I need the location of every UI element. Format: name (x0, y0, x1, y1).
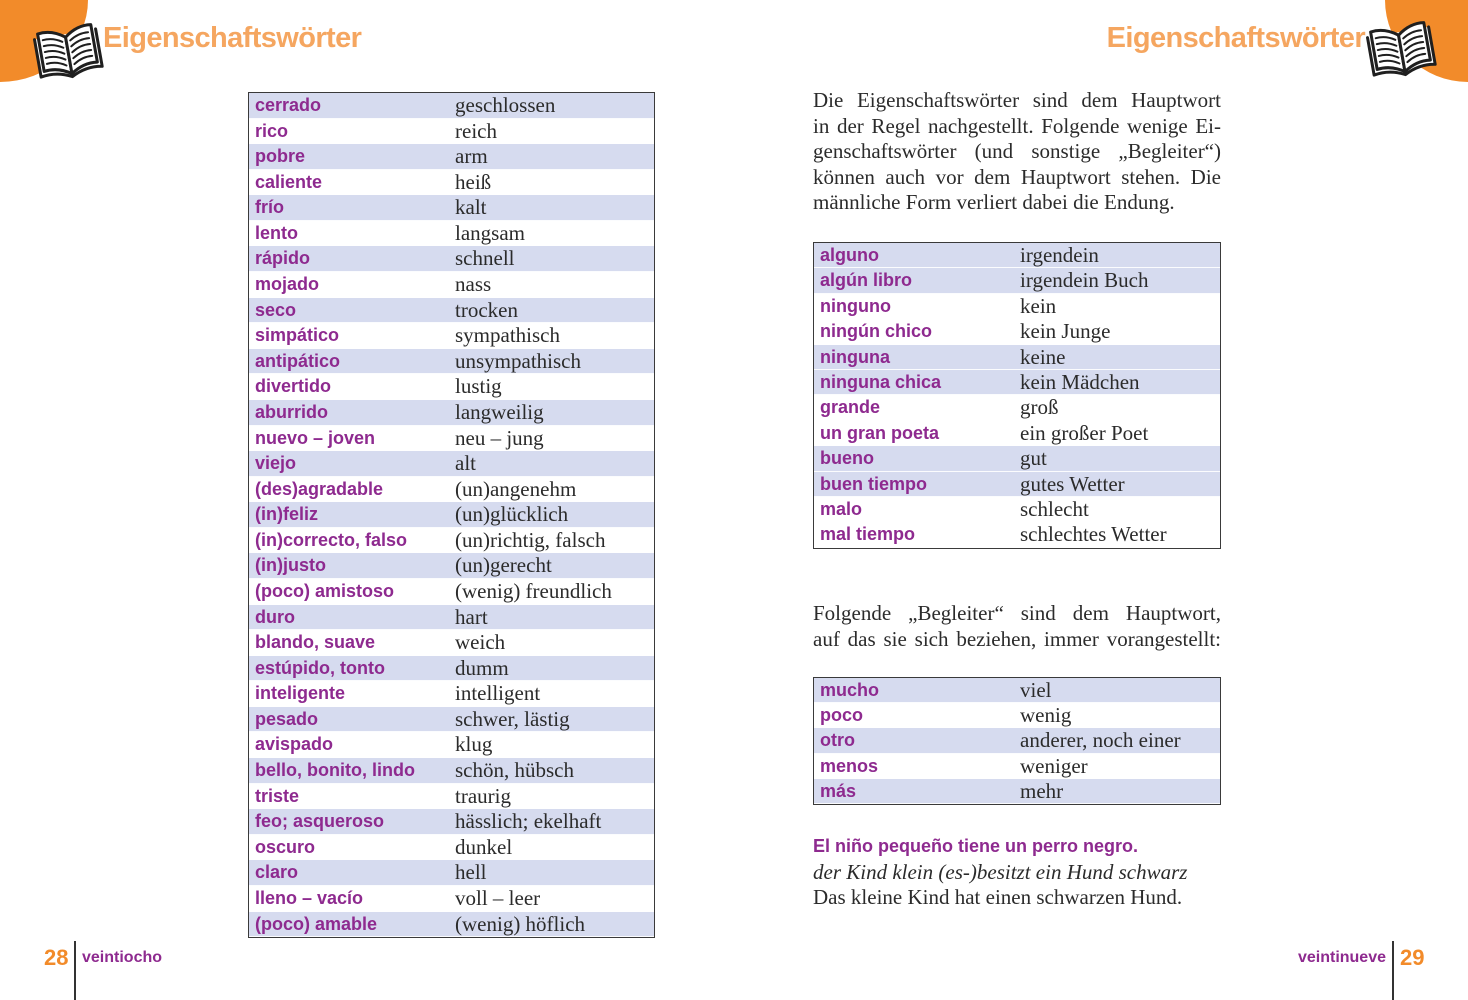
spanish-term: ningún chico (820, 321, 932, 342)
spanish-term: poco (820, 705, 863, 726)
spanish-term: avispado (255, 734, 334, 755)
spanish-term: nuevo – joven (255, 427, 376, 448)
table-row (249, 426, 654, 452)
german-translation: weich (455, 630, 506, 655)
table-row (249, 221, 654, 247)
page-number: 28 (44, 945, 69, 970)
spanish-term: (in)feliz (255, 504, 318, 525)
companions-table (813, 677, 1221, 805)
table-row (814, 779, 1220, 804)
spanish-term: bueno (820, 448, 874, 469)
table-row (249, 681, 654, 707)
german-translation: weniger (1020, 753, 1088, 778)
table-row (814, 345, 1220, 370)
spanish-term: triste (255, 785, 300, 806)
german-translation: kein (1020, 293, 1057, 318)
spanish-term: simpático (255, 325, 340, 346)
example-literal-translation: der Kind klein (es-)besitzt ein Hund schwarz (813, 859, 1188, 884)
companions-paragraph (813, 601, 1221, 652)
table-row (814, 678, 1220, 703)
table-row (249, 912, 654, 938)
spanish-term: un gran poeta (820, 422, 940, 443)
spanish-term: (in)justo (255, 555, 326, 576)
table-row (814, 243, 1220, 268)
german-translation: langweilig (455, 399, 544, 424)
german-translation: nass (455, 272, 492, 297)
table-row (249, 732, 654, 758)
german-translation: arm (455, 144, 488, 169)
table-row (249, 784, 654, 810)
spanish-term: (des)agradable (255, 478, 384, 499)
spanish-term: seco (255, 299, 297, 320)
spanish-term: inteligente (255, 683, 346, 704)
german-translation: hart (455, 604, 488, 629)
spanish-term: aburrido (255, 401, 329, 422)
table-row (249, 349, 654, 375)
spanish-term: malo (820, 499, 863, 520)
table-row (249, 886, 654, 912)
spanish-term: bello, bonito, lindo (255, 760, 415, 781)
spanish-term: más (820, 780, 857, 801)
table-row (249, 119, 654, 145)
spanish-term: menos (820, 755, 879, 776)
table-row (249, 323, 654, 349)
table-row (814, 522, 1220, 547)
spanish-term: duro (255, 606, 295, 627)
table-row (249, 144, 654, 170)
table-row (814, 319, 1220, 344)
german-translation: heiß (455, 169, 492, 194)
german-translation: trocken (455, 297, 518, 322)
table-row (249, 374, 654, 400)
german-translation: ein großer Poet (1020, 420, 1149, 445)
paragraph-line: genschaftswörter (und sonstige „Begleiter“) (813, 139, 1221, 164)
spanish-term: cerrado (255, 95, 322, 115)
table-row (249, 272, 654, 298)
table-row (249, 553, 654, 579)
german-translation: schwer, lästig (455, 706, 570, 731)
open-book-icon (34, 20, 102, 82)
german-translation: mehr (1020, 778, 1064, 803)
table-row (249, 502, 654, 528)
german-translation: (un)glücklich (455, 502, 569, 527)
german-translation: anderer, noch einer (1020, 728, 1181, 753)
spanish-term: (in)correcto, falso (255, 529, 408, 550)
spanish-term: (poco) amable (255, 913, 378, 934)
german-translation: (un)richtig, falsch (455, 527, 606, 552)
table-row (249, 707, 654, 733)
german-translation: irgendein Buch (1020, 268, 1149, 293)
spanish-term: blando, suave (255, 632, 376, 653)
spanish-term: ninguno (820, 295, 891, 316)
german-translation: schlecht (1020, 497, 1089, 522)
spanish-term: lleno – vacío (255, 887, 364, 908)
spanish-term: pesado (255, 708, 319, 729)
german-translation: (wenig) freundlich (455, 578, 612, 603)
page-title: Eigenschaftswörter (103, 22, 362, 54)
table-row (814, 497, 1220, 522)
german-translation: keine (1020, 344, 1066, 369)
german-translation: voll – leer (455, 885, 541, 910)
paragraph-line: männliche Form verliert dabei die Endung. (813, 190, 1175, 215)
german-translation: geschlossen (455, 93, 556, 117)
table-row (249, 528, 654, 554)
table-row (249, 246, 654, 272)
spanish-term: estúpido, tonto (255, 657, 385, 678)
spanish-term: rápido (255, 248, 311, 269)
spanish-term: viejo (255, 453, 297, 474)
german-translation: (wenig) höflich (455, 911, 586, 936)
paragraph-line: können auch vor dem Hauptwort stehen. Die (813, 164, 1221, 189)
table-row (249, 605, 654, 631)
spanish-term: claro (255, 862, 299, 883)
table-row (814, 728, 1220, 753)
table-row (249, 451, 654, 477)
german-translation: schlechtes Wetter (1020, 522, 1167, 547)
spanish-term: algún libro (820, 270, 912, 291)
spanish-term: otro (820, 730, 855, 751)
spanish-term: frío (255, 197, 284, 218)
german-translation: wenig (1020, 703, 1072, 728)
right-page (734, 0, 1468, 1000)
spanish-term: divertido (255, 376, 332, 397)
german-translation: schön, hübsch (455, 758, 574, 783)
table-row (249, 170, 654, 196)
german-translation: hässlich; ekelhaft (455, 809, 602, 834)
german-translation: dumm (455, 655, 509, 680)
german-translation: langsam (455, 220, 525, 245)
table-row (249, 809, 654, 835)
german-translation: kein Mädchen (1020, 370, 1140, 395)
german-translation: groß (1020, 395, 1059, 420)
example-translation: Das kleine Kind hat einen schwarzen Hund. (813, 885, 1183, 910)
table-row (814, 294, 1220, 319)
spanish-term: mucho (820, 680, 880, 700)
adjective-vocabulary-table (248, 92, 655, 938)
footer-divider (74, 941, 76, 1000)
german-translation: alt (455, 451, 476, 476)
paragraph-line: Die Eigenschaftswörter sind dem Hauptwort (813, 88, 1221, 112)
german-translation: reich (455, 118, 497, 143)
table-row (814, 395, 1220, 420)
spanish-term: (poco) amistoso (255, 580, 395, 601)
spanish-term: lento (255, 222, 298, 243)
spanish-term: oscuro (255, 836, 316, 857)
table-row (814, 754, 1220, 779)
table-row (249, 93, 654, 119)
spanish-term: ninguna chica (820, 372, 942, 393)
table-row (249, 656, 654, 682)
table-row (249, 298, 654, 324)
spanish-term: buen tiempo (820, 473, 927, 494)
table-row (814, 703, 1220, 728)
german-translation: kalt (455, 195, 487, 220)
german-translation: traurig (455, 783, 511, 808)
prenominal-words-table (813, 242, 1221, 549)
paragraph-line: in der Regel nachgestellt. Folgende wenige Ei- (813, 113, 1221, 138)
german-translation: (un)gerecht (455, 553, 552, 578)
spanish-term: mojado (255, 274, 320, 295)
table-row (814, 421, 1220, 446)
german-translation: kein Junge (1020, 319, 1111, 344)
table-row (249, 195, 654, 221)
page-title: Eigenschaftswörter (1106, 22, 1365, 54)
table-row (249, 835, 654, 861)
table-row (249, 860, 654, 886)
table-row (249, 400, 654, 426)
table-row (249, 477, 654, 503)
page-number-words: veintiocho (82, 949, 163, 966)
spanish-term: ninguna (820, 346, 890, 367)
example-sentence (813, 834, 1221, 911)
german-translation: (un)angenehm (455, 476, 577, 501)
german-translation: dunkel (455, 834, 513, 859)
german-translation: gutes Wetter (1020, 471, 1125, 496)
table-row (249, 758, 654, 784)
spanish-term: pobre (255, 146, 306, 167)
paragraph-line: Folgende „Begleiter“ sind dem Hauptwort, (813, 601, 1221, 625)
footer-divider (1392, 941, 1394, 1000)
example-spanish: El niño pequeño tiene un perro negro. (813, 836, 1139, 856)
german-translation: hell (455, 860, 487, 885)
table-row (814, 268, 1220, 293)
spanish-term: caliente (255, 171, 323, 192)
spanish-term: grande (820, 397, 881, 418)
german-translation: sympathisch (455, 323, 560, 348)
german-translation: gut (1020, 446, 1047, 471)
table-row (814, 472, 1220, 497)
spanish-term: feo; asqueroso (255, 811, 385, 832)
german-translation: schnell (455, 246, 515, 271)
table-row (249, 630, 654, 656)
intro-paragraph (813, 88, 1221, 216)
german-translation: klug (455, 732, 493, 757)
page-number-words: veintinueve (1297, 949, 1386, 966)
spanish-term: mal tiempo (820, 524, 916, 545)
german-translation: neu – jung (455, 425, 544, 450)
german-translation: irgendein (1020, 243, 1099, 267)
german-translation: viel (1020, 678, 1052, 702)
spanish-term: alguno (820, 245, 879, 265)
table-row (249, 579, 654, 605)
german-translation: intelligent (455, 681, 541, 706)
page-number: 29 (1400, 945, 1425, 970)
spanish-term: antipático (255, 350, 341, 371)
german-translation: unsympathisch (455, 348, 581, 373)
table-row (814, 446, 1220, 471)
german-translation: lustig (455, 374, 502, 399)
open-book-icon (1367, 18, 1435, 80)
table-row (814, 370, 1220, 395)
spanish-term: rico (255, 120, 289, 141)
paragraph-line: auf das sie sich beziehen, immer vorangestellt: (813, 626, 1221, 651)
